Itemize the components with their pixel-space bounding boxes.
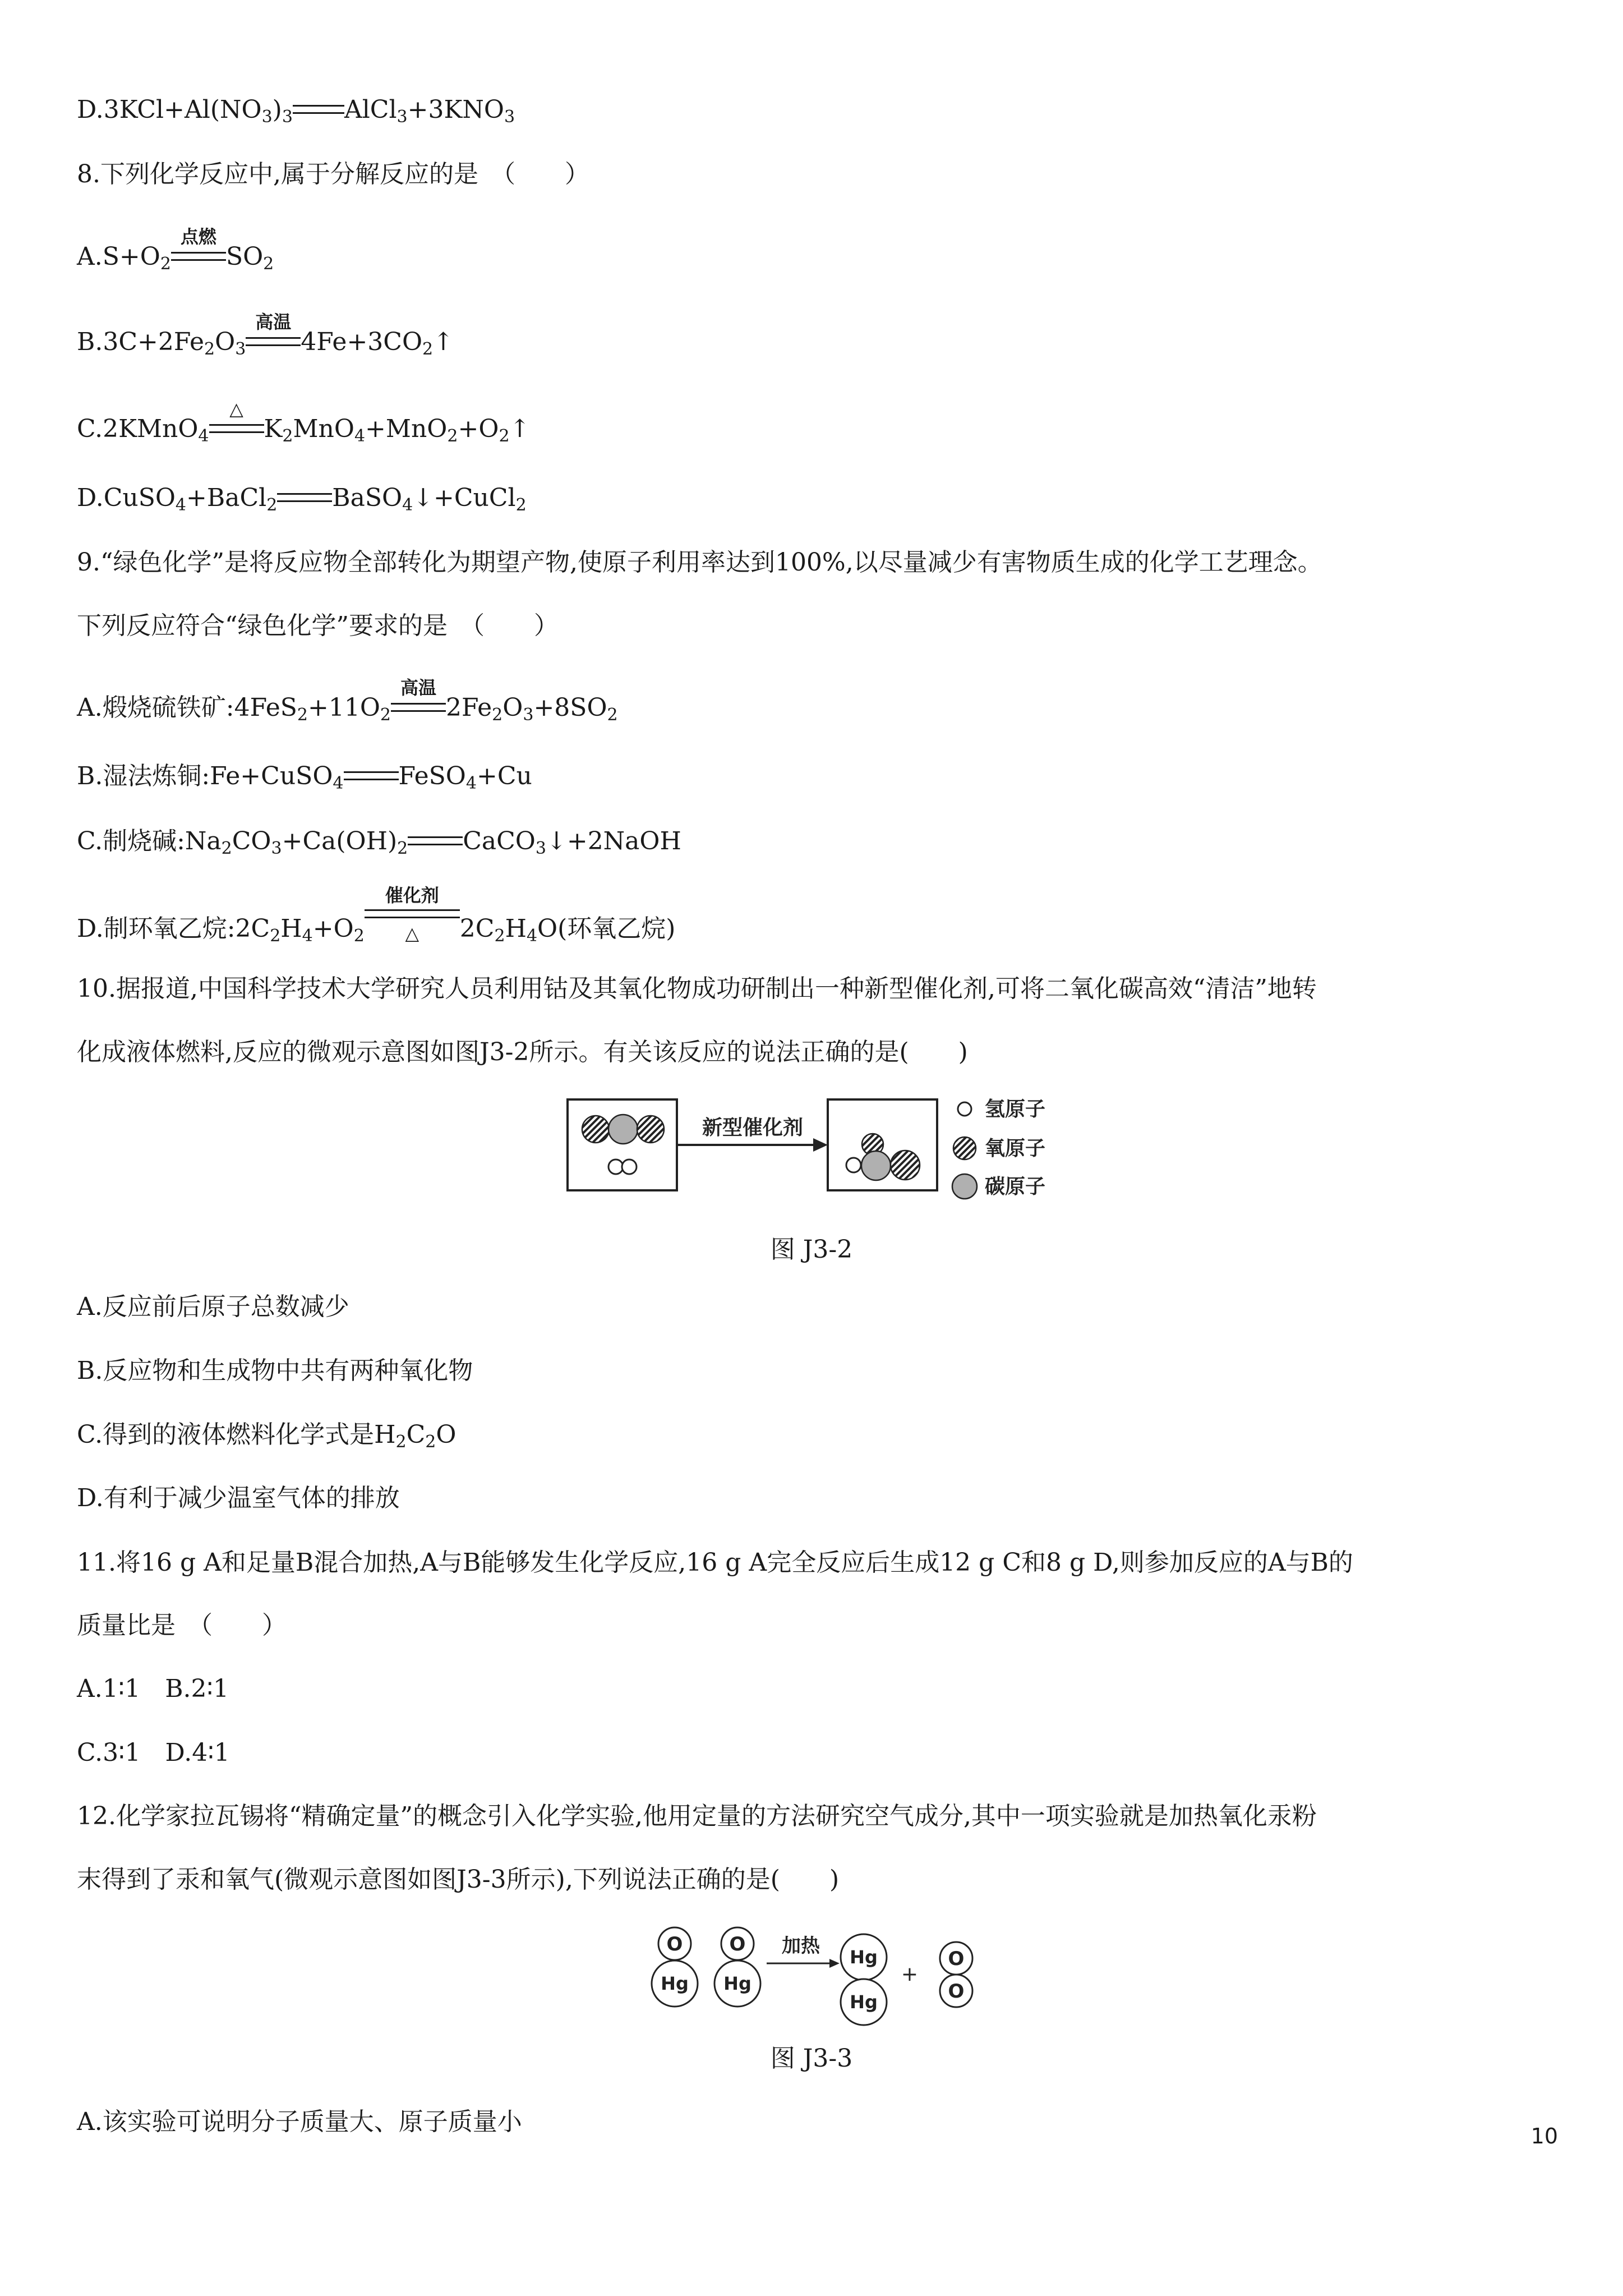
- plus-sign: +: [901, 1963, 919, 1986]
- q9-option-b: B.湿法炼铜:Fe+CuSO$_4$ FeSO$_4$+Cu: [77, 762, 532, 793]
- oxygen-atom: [582, 1116, 609, 1143]
- mercury-label: Hg: [850, 1991, 878, 2013]
- arrow-label: 新型催化剂: [702, 1116, 804, 1139]
- q9-stem-line2: 下列反应符合“绿色化学”要求的是 （ ）: [77, 611, 559, 640]
- q11-stem-line1: 11.将16 g A和足量B混合加热,A与B能够发生化学反应,16 g A完全反应后生成12 g C和8 g D,则参加反应的A与B的: [77, 1548, 1353, 1577]
- legend-oxygen-label: 氧原子: [985, 1137, 1046, 1160]
- equals-sign: [277, 482, 332, 514]
- equals-sign: △: [209, 413, 264, 445]
- equals-sign: 高温: [246, 326, 301, 358]
- hydrogen-atom: [622, 1159, 637, 1174]
- mercury-label: Hg: [850, 1947, 878, 1968]
- reactants-box: [568, 1099, 677, 1190]
- q9-option-a: A.煅烧硫铁矿$:4FeS_2+11O_2$ 高温 $2Fe_2O_3+8SO_2$: [77, 677, 618, 725]
- carbon-atom: [861, 1151, 891, 1180]
- q10-option-d: D.有利于减少温室气体的排放: [77, 1484, 400, 1512]
- hydrogen-atom: [846, 1158, 861, 1172]
- carbon-atom: [608, 1115, 638, 1144]
- mercury-label: Hg: [661, 1973, 689, 1994]
- q10-option-b: B.反应物和生成物中共有两种氧化物: [77, 1356, 473, 1385]
- q11-options-ab: A.1∶1 B.2∶1: [77, 1674, 229, 1703]
- q12-stem-line2: 末得到了汞和氧气(微观示意图如图J3-3所示),下列说法正确的是( ): [77, 1865, 840, 1894]
- figure-j3-3-caption: 图 J3-3: [770, 2044, 853, 2073]
- q11-options-cd: C.3∶1 D.4∶1: [77, 1738, 230, 1767]
- legend-oxygen-icon: [953, 1137, 976, 1159]
- figure-j3-3: [642, 1921, 1001, 2033]
- mercury-label: Hg: [723, 1973, 751, 1994]
- arrow-label: 加热: [782, 1935, 820, 1957]
- page-number: 10: [1530, 2124, 1558, 2148]
- q8-option-a: $A.S+O_2$ 点燃 $SO_2$: [77, 226, 274, 274]
- equals-sign: 点燃: [171, 241, 226, 273]
- q9-option-c: C.制烧碱$:Na_2CO_3+Ca(OH)_2$ CaCO$_3$↓+2NaOH: [77, 827, 681, 858]
- legend-carbon-icon: [952, 1174, 977, 1199]
- q8-option-c: C.2KMnO$_4$ △ $K_2MnO_4+MnO_2+O_2↑$: [77, 398, 531, 446]
- q9-option-d: D.制环氧乙烷$:2C_2H_4+O_2$ 催化剂 △ $2C_2H_4O$(环氧乙烷): [77, 885, 676, 946]
- hydrogen-atom: [608, 1159, 623, 1174]
- oxygen-atom: [891, 1151, 920, 1180]
- oxygen-label: O: [729, 1933, 746, 1955]
- q8-stem: 8.下列化学反应中,属于分解反应的是 （ ）: [77, 160, 589, 188]
- equals-sign: 高温: [391, 692, 446, 724]
- q10-option-a: A.反应前后原子总数减少: [77, 1292, 349, 1321]
- figure-j3-2: [566, 1091, 1071, 1226]
- equals-sign: 催化剂 △: [365, 913, 460, 945]
- oxygen-atom: [637, 1116, 664, 1143]
- legend-hydrogen-icon: [958, 1102, 971, 1116]
- arrow-head-icon: [813, 1138, 828, 1152]
- q10-option-c: C.得到的液体燃料化学式是$H_2C_2O$: [77, 1420, 457, 1452]
- q8-option-b: $B.3C+2Fe_2O_3$ 高温 $4Fe+3CO_2↑$: [77, 311, 454, 359]
- q9-stem-line1: 9.“绿色化学”是将反应物全部转化为期望产物,使原子利用率达到100%,以尽量减少有害物质生成的化学工艺理念。: [77, 548, 1322, 577]
- equals-sign: [293, 94, 344, 126]
- q12-option-a: A.该实验可说明分子质量大、原子质量小: [77, 2108, 522, 2136]
- equals-sign: [408, 826, 463, 857]
- q10-stem-line2: 化成液体燃料,反应的微观示意图如图J3-2所示。有关该反应的说法正确的是( ): [77, 1038, 968, 1066]
- q12-stem-line1: 12.化学家拉瓦锡将“精确定量”的概念引入化学实验,他用定量的方法研究空气成分,其中一项实验就是加热氧化汞粉: [77, 1802, 1317, 1830]
- q11-stem-line2: 质量比是 （ ）: [77, 1611, 287, 1640]
- q8-option-d: D.CuSO$_4$+BaCl$_2$ BaSO$_4$↓+CuCl$_2$: [77, 484, 527, 515]
- q10-stem-line1: 10.据报道,中国科学技术大学研究人员利用钴及其氧化物成功研制出一种新型催化剂,可将二氧化碳高效“清洁”地转: [77, 974, 1317, 1003]
- q7-option-d: $D.3KCl+Al(NO_3)_3$ $AlCl_3+3KNO_3$: [77, 95, 515, 127]
- oxygen-label: O: [666, 1933, 683, 1955]
- legend-hydrogen-label: 氢原子: [985, 1098, 1046, 1121]
- oxygen-label: O: [948, 1948, 965, 1970]
- arrow-head-icon: [829, 1959, 840, 1968]
- legend-carbon-label: 碳原子: [985, 1175, 1046, 1198]
- figure-j3-2-caption: 图 J3-2: [770, 1235, 853, 1264]
- oxygen-label: O: [948, 1980, 965, 2003]
- equals-sign: [344, 761, 399, 792]
